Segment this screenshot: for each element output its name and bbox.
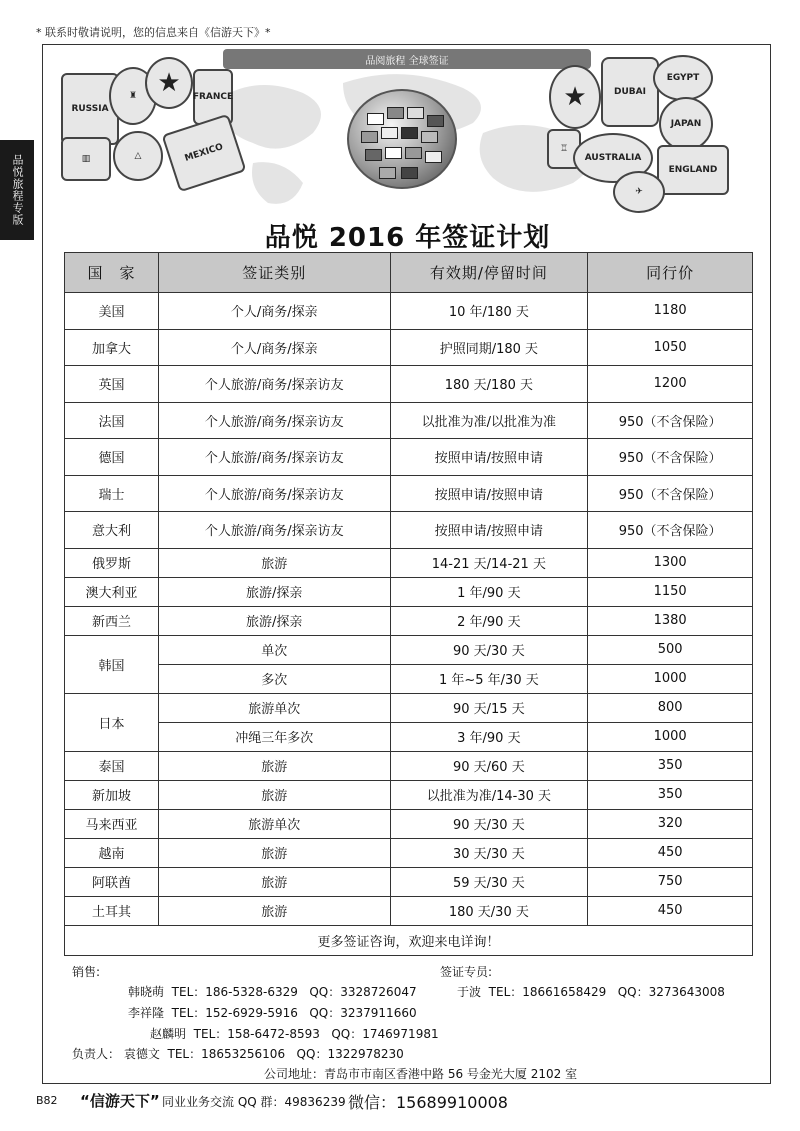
price-cell: 1380 <box>588 606 753 635</box>
price-cell: 320 <box>588 809 753 838</box>
country-cell: 英国 <box>65 366 159 403</box>
star-icon: ★ <box>563 82 587 112</box>
validity-cell: 30 天/30 天 <box>390 838 588 867</box>
validity-cell: 按照申请/按照申请 <box>390 512 588 549</box>
visa-type-cell: 个人/商务/探亲 <box>158 293 390 330</box>
star-stamp-2 <box>549 65 601 129</box>
validity-cell: 按照申请/按照申请 <box>390 475 588 512</box>
visa-price-table <box>64 252 753 956</box>
flag-globe <box>347 89 457 189</box>
sales-contact-3 <box>150 1025 439 1042</box>
contact-tel: TEL：18661658429 <box>488 985 607 999</box>
country-cell: 越南 <box>65 838 159 867</box>
price-cell: 1000 <box>588 722 753 751</box>
country-cell: 日本 <box>65 693 159 751</box>
country-cell: 加拿大 <box>65 329 159 366</box>
england-stamp-label: ENGLAND <box>668 165 718 175</box>
validity-cell: 59 天/30 天 <box>390 867 588 896</box>
country-cell: 法国 <box>65 402 159 439</box>
brand-name: “信游天下” <box>80 1092 160 1110</box>
sales-contact-1 <box>128 983 417 1000</box>
table-row <box>65 722 753 751</box>
country-cell: 新西兰 <box>65 606 159 635</box>
city-icon: ▥ <box>81 154 91 164</box>
japan-stamp <box>659 97 713 151</box>
table-header-row <box>65 253 753 293</box>
hero-illustration <box>43 45 771 217</box>
country-cell: 土耳其 <box>65 896 159 925</box>
price-cell: 1000 <box>588 664 753 693</box>
visa-type-cell: 旅游单次 <box>158 809 390 838</box>
table-row <box>65 751 753 780</box>
price-cell: 800 <box>588 693 753 722</box>
visa-type-cell: 个人/商务/探亲 <box>158 329 390 366</box>
validity-cell: 90 天/60 天 <box>390 751 588 780</box>
visa-type-cell: 个人旅游/商务/探亲访友 <box>158 366 390 403</box>
country-cell: 美国 <box>65 293 159 330</box>
contact-name: 于波 <box>457 985 482 999</box>
contact-tel: TEL：18653256106 <box>167 1047 286 1061</box>
sales-contact-2 <box>128 1004 417 1021</box>
side-section-tab <box>0 140 34 240</box>
contact-qq: QQ：3328726047 <box>309 985 417 999</box>
table-note-row <box>65 925 753 955</box>
table-row <box>65 635 753 664</box>
sales-label: 销售: <box>72 965 101 979</box>
star-stamp <box>145 57 193 109</box>
company-address: 公司地址：青岛市市南区香港中路 56 号金光大厦 2102 室 <box>264 1067 578 1081</box>
visa-type-cell: 旅游 <box>158 867 390 896</box>
validity-cell: 2 年/90 天 <box>390 606 588 635</box>
validity-cell: 180 天/180 天 <box>390 366 588 403</box>
page-number: B82 <box>36 1094 58 1107</box>
validity-cell: 90 天/15 天 <box>390 693 588 722</box>
price-cell: 450 <box>588 896 753 925</box>
visa-type-cell: 旅游/探亲 <box>158 577 390 606</box>
table-row <box>65 867 753 896</box>
tower-icon: ♖ <box>559 144 569 154</box>
dubai-stamp-label: DUBAI <box>614 87 646 97</box>
manager-contact <box>72 1045 404 1062</box>
mexico-stamp-label: MEXICO <box>183 142 225 164</box>
contact-section <box>64 959 753 1081</box>
visa-type-cell: 旅游单次 <box>158 693 390 722</box>
table-row <box>65 809 753 838</box>
page-title: 品悦 2016 年签证计划 <box>264 223 551 253</box>
table-row <box>65 439 753 476</box>
price-cell: 1200 <box>588 366 753 403</box>
price-cell: 1180 <box>588 293 753 330</box>
table-row <box>65 896 753 925</box>
table-row <box>65 293 753 330</box>
france-stamp-label: FRANCE <box>192 92 234 102</box>
country-cell: 泰国 <box>65 751 159 780</box>
table-row <box>65 693 753 722</box>
contact-qq: QQ：1746971981 <box>331 1027 439 1041</box>
country-cell: 意大利 <box>65 512 159 549</box>
contact-qq: QQ：3237911660 <box>309 1006 417 1020</box>
validity-cell: 10 年/180 天 <box>390 293 588 330</box>
validity-cell: 3 年/90 天 <box>390 722 588 751</box>
visa-type-cell: 旅游 <box>158 751 390 780</box>
validity-cell: 14-21 天/14-21 天 <box>390 548 588 577</box>
side-tab-label: 品悦旅程专版 <box>11 154 24 226</box>
banner-tab: 品阅旅程 全球签证 <box>223 49 591 69</box>
table-row <box>65 512 753 549</box>
table-row <box>65 780 753 809</box>
plane-stamp <box>613 171 665 213</box>
country-cell: 韩国 <box>65 635 159 693</box>
star-icon: ★ <box>157 68 181 98</box>
validity-cell: 1 年/90 天 <box>390 577 588 606</box>
table-row <box>65 548 753 577</box>
england-stamp <box>657 145 729 195</box>
price-cell: 950（不含保险） <box>588 512 753 549</box>
japan-stamp-label: JAPAN <box>670 119 702 129</box>
validity-cell: 1 年~5 年/30 天 <box>390 664 588 693</box>
liberty-icon: ♜ <box>128 91 138 101</box>
price-cell: 450 <box>588 838 753 867</box>
visa-specialist-label: 签证专员: <box>440 965 493 979</box>
price-cell: 350 <box>588 751 753 780</box>
visa-type-cell: 个人旅游/商务/探亲访友 <box>158 402 390 439</box>
tower-stamp <box>113 131 163 181</box>
validity-cell: 按照申请/按照申请 <box>390 439 588 476</box>
country-cell: 澳大利亚 <box>65 577 159 606</box>
visa-type-cell: 旅游/探亲 <box>158 606 390 635</box>
visa-plan-page <box>42 44 771 1084</box>
visa-type-cell: 个人旅游/商务/探亲访友 <box>158 475 390 512</box>
page-footer <box>36 1090 776 1114</box>
contact-tel: TEL：158-6472-8593 <box>193 1027 320 1041</box>
validity-cell: 以批准为准/14-30 天 <box>390 780 588 809</box>
visa-type-cell: 旅游 <box>158 896 390 925</box>
eiffel-tower-icon: △ <box>134 151 142 161</box>
manager-label: 负责人： <box>72 1047 121 1061</box>
price-cell: 1150 <box>588 577 753 606</box>
price-cell: 750 <box>588 867 753 896</box>
contact-qq: QQ：1322978230 <box>296 1047 404 1061</box>
table-row <box>65 402 753 439</box>
price-cell: 500 <box>588 635 753 664</box>
table-row <box>65 475 753 512</box>
validity-cell: 以批准为准/以批准为准 <box>390 402 588 439</box>
price-cell: 950（不含保险） <box>588 475 753 512</box>
visa-type-cell: 旅游 <box>158 780 390 809</box>
wechat-contact: 微信：15689910008 <box>348 1093 508 1112</box>
country-cell: 俄罗斯 <box>65 548 159 577</box>
visa-type-cell: 个人旅游/商务/探亲访友 <box>158 439 390 476</box>
price-cell: 350 <box>588 780 753 809</box>
egypt-stamp-label: EGYPT <box>666 73 700 83</box>
header-visa-type: 签证类别 <box>158 253 390 293</box>
header-validity: 有效期/停留时间 <box>390 253 588 293</box>
header-price: 同行价 <box>588 253 753 293</box>
validity-cell: 180 天/30 天 <box>390 896 588 925</box>
price-cell: 950（不含保险） <box>588 439 753 476</box>
visa-specialist-contact <box>457 983 725 1000</box>
header-note: * 联系时敬请说明，您的信息来自《信游天下》* <box>36 26 271 39</box>
visa-type-cell: 个人旅游/商务/探亲访友 <box>158 512 390 549</box>
dubai-stamp <box>601 57 659 127</box>
price-cell: 1050 <box>588 329 753 366</box>
country-cell: 瑞士 <box>65 475 159 512</box>
visa-type-cell: 单次 <box>158 635 390 664</box>
table-row <box>65 664 753 693</box>
country-cell: 新加坡 <box>65 780 159 809</box>
validity-cell: 护照同期/180 天 <box>390 329 588 366</box>
visa-type-cell: 旅游 <box>158 548 390 577</box>
header-country: 国 家 <box>65 253 159 293</box>
table-row <box>65 606 753 635</box>
contact-tel: TEL：186-5328-6329 <box>171 985 298 999</box>
country-cell: 阿联酋 <box>65 867 159 896</box>
airplane-icon: ✈ <box>635 187 643 197</box>
price-cell: 950（不含保险） <box>588 402 753 439</box>
table-row <box>65 329 753 366</box>
validity-cell: 90 天/30 天 <box>390 635 588 664</box>
country-cell: 马来西亚 <box>65 809 159 838</box>
city-stamp <box>61 137 111 181</box>
table-row <box>65 366 753 403</box>
contact-name: 韩晓萌 <box>128 985 165 999</box>
australia-stamp-label: AUSTRALIA <box>584 153 642 163</box>
contact-name: 赵麟明 <box>150 1027 187 1041</box>
table-row <box>65 577 753 606</box>
price-cell: 1300 <box>588 548 753 577</box>
russia-stamp-label: RUSSIA <box>71 104 109 114</box>
country-cell: 德国 <box>65 439 159 476</box>
visa-type-cell: 冲绳三年多次 <box>158 722 390 751</box>
contact-tel: TEL：152-6929-5916 <box>171 1006 298 1020</box>
contact-name: 李祥隆 <box>128 1006 165 1020</box>
table-note: 更多签证咨询，欢迎来电详询！ <box>65 925 753 955</box>
visa-type-cell: 旅游 <box>158 838 390 867</box>
qq-group: 同业业务交流 QQ 群：49836239 <box>162 1095 346 1109</box>
contact-name: 袁德文 <box>123 1047 160 1061</box>
validity-cell: 90 天/30 天 <box>390 809 588 838</box>
contact-qq: QQ：3273643008 <box>617 985 725 999</box>
table-row <box>65 838 753 867</box>
visa-type-cell: 多次 <box>158 664 390 693</box>
egypt-stamp <box>653 55 713 101</box>
